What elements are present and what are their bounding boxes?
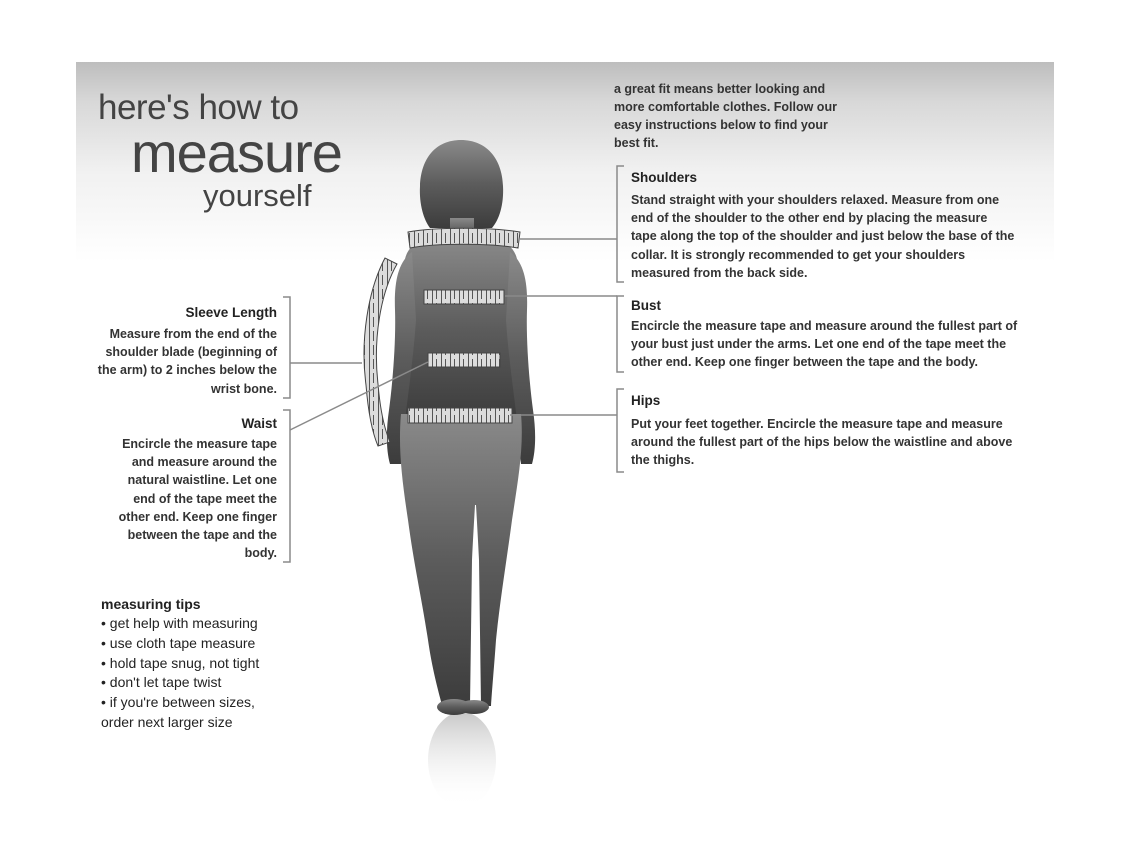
tip-item: order next larger size [101, 713, 233, 730]
shoulders-text: Stand straight with your shoulders relaxed. Measure from one end of the shoulder to the other end by placing the measure tape along the top of the shoulder and just below the base of the collar. It is strongly recommended to get your shoulders measured from the back side. [631, 193, 1015, 280]
waist-text: Encircle the measure tape and measure around the natural waistline. Let one end of the tape meet the other end. Keep one finger between the tape and the body. [118, 437, 277, 561]
hips-text: Put your feet together. Encircle the measure tape and measure around the fullest part of the hips below the waistline and above the thighs. [631, 417, 1013, 468]
shoulders-title: Shoulders [631, 170, 698, 185]
sleeve-length-text: Measure from the end of the shoulder blade (beginning of the arm) to 2 inches below the wrist bone. [97, 327, 277, 396]
heading-line-2: measure [131, 121, 342, 184]
tip-item: • if you're between sizes, [101, 694, 255, 711]
measuring-tips-list [101, 614, 259, 733]
hips-tape [408, 408, 512, 423]
bust-tape [424, 290, 504, 304]
hips-title: Hips [631, 393, 661, 408]
tip-item: • use cloth tape measure [101, 634, 256, 651]
measuring-tips-title: measuring tips [101, 596, 201, 612]
bust-title: Bust [631, 298, 661, 313]
waist-tape [428, 353, 500, 367]
waist-title: Waist [241, 416, 277, 431]
sleeve-length-title: Sleeve Length [185, 305, 277, 320]
body-silhouette [387, 140, 535, 715]
bust-text: Encircle the measure tape and measure around the fullest part of your bust just under the arms. Let one end of the tape meet the other end. Keep one finger between the tape and the body. [631, 319, 1018, 370]
intro-text: a great fit means better looking and more comfortable clothes. Follow our easy instructions below to find your best fit. [614, 82, 837, 150]
tip-item: • hold tape snug, not tight [101, 654, 260, 671]
tip-item: • get help with measuring [101, 615, 258, 631]
tip-item: • don't let tape twist [101, 674, 222, 691]
heading-line-1: here's how to [98, 88, 299, 127]
heading-line-3: yourself [203, 178, 312, 213]
figure-reflection [428, 712, 496, 808]
